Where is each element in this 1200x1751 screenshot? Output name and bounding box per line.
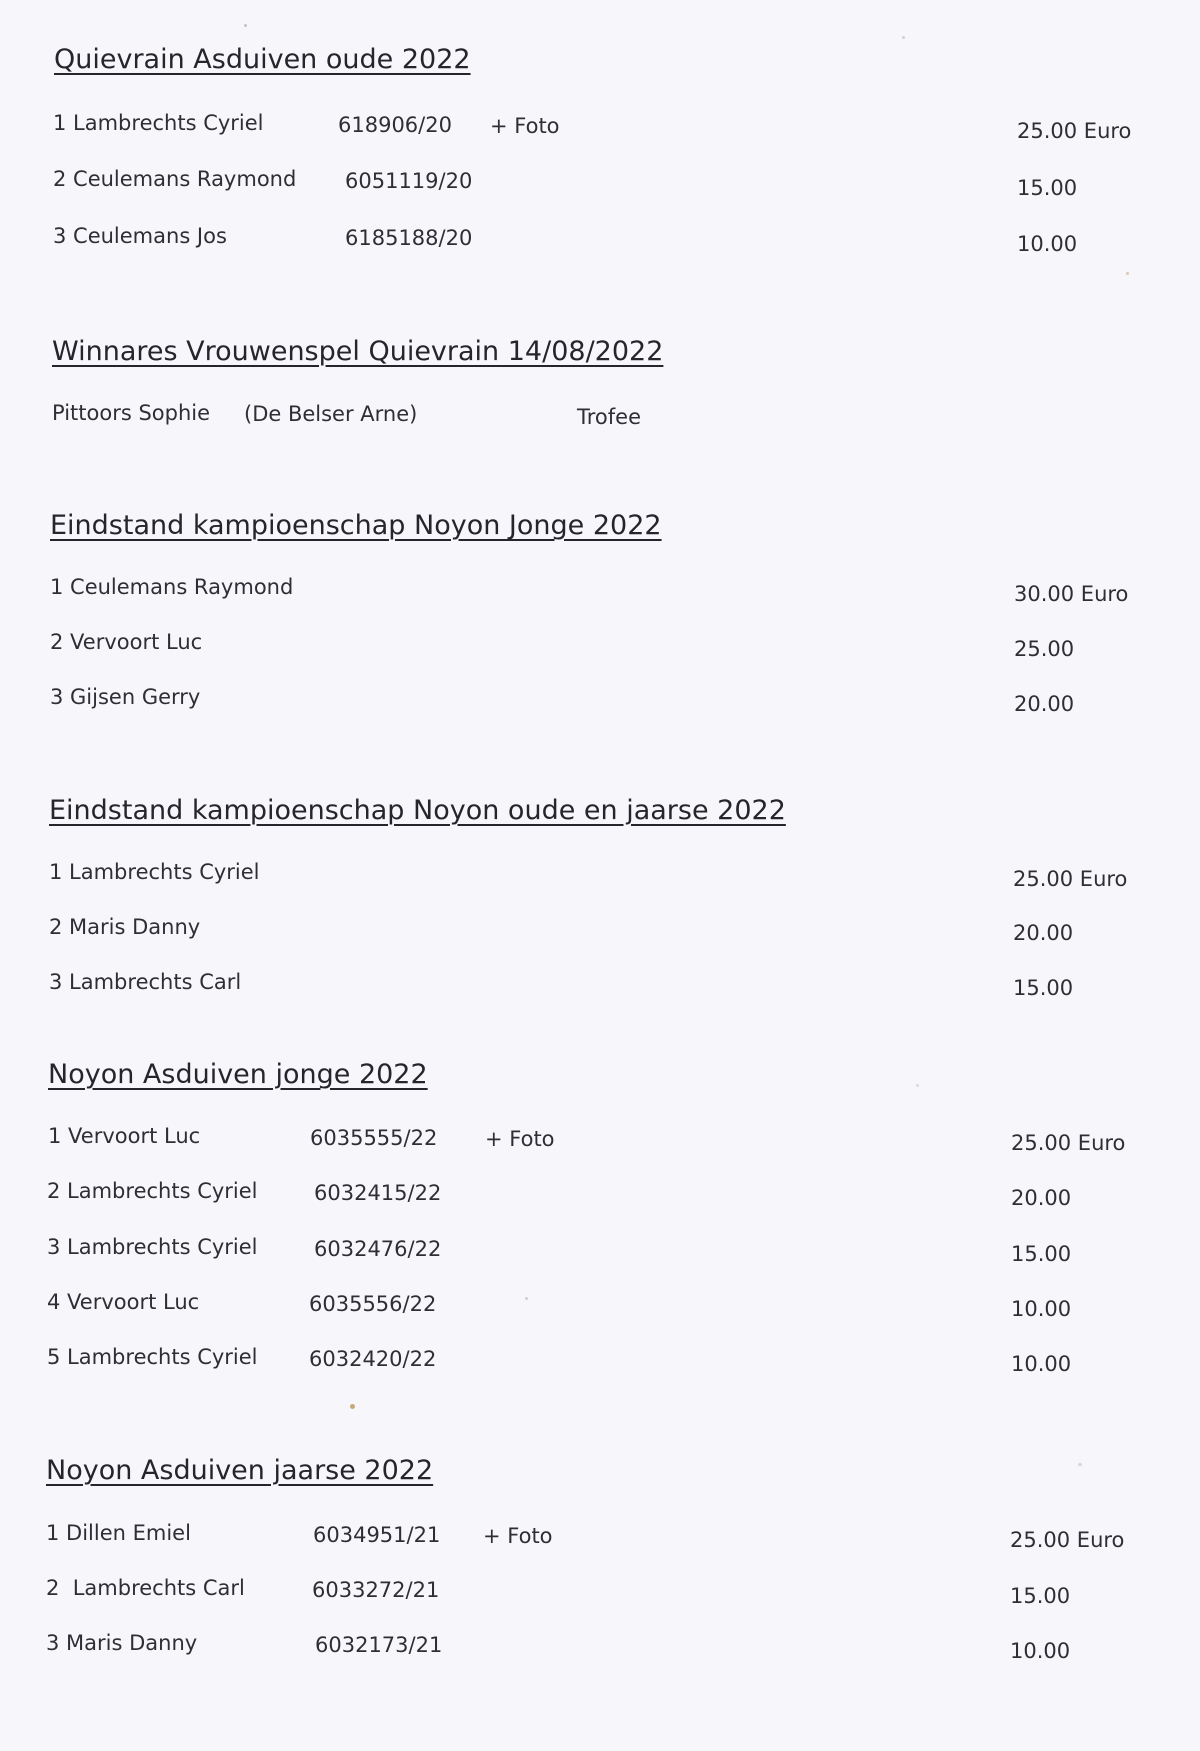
section-title: Winnares Vrouwenspel Quievrain 14/08/2022	[52, 336, 664, 367]
winner-name: 3 Lambrechts Cyriel	[47, 1235, 258, 1259]
winner-name: 3 Gijsen Gerry	[50, 685, 201, 709]
prize-amount: 25.00 Euro	[1010, 1528, 1125, 1552]
paper-speck	[244, 24, 247, 27]
ring-number: 6032476/22	[314, 1237, 442, 1261]
winner-name: 3 Lambrechts Carl	[49, 970, 242, 994]
paper-speck	[1078, 1463, 1082, 1466]
prize-amount: 15.00	[1011, 1242, 1072, 1266]
prize-amount: 15.00	[1010, 1584, 1071, 1608]
winner-name: 3 Maris Danny	[46, 1631, 198, 1655]
paper-speck	[916, 1084, 919, 1087]
paper-speck	[525, 1297, 528, 1300]
ring-number: 6032415/22	[314, 1181, 442, 1205]
prize-amount: 25.00 Euro	[1013, 867, 1128, 891]
winner-name: 2 Ceulemans Raymond	[53, 167, 297, 191]
winner-name: 2 Maris Danny	[49, 915, 201, 939]
prize-amount: 10.00	[1011, 1297, 1072, 1321]
winner-name: 1 Dillen Emiel	[46, 1521, 191, 1545]
prize-amount: 10.00	[1010, 1639, 1071, 1663]
winner-name: 4 Vervoort Luc	[47, 1290, 200, 1314]
ring-number: 6034951/21	[313, 1523, 441, 1547]
ring-number: 6032173/21	[315, 1633, 443, 1657]
section-title: Quievrain Asduiven oude 2022	[54, 44, 471, 75]
ring-number: 618906/20	[338, 113, 452, 137]
prize-amount: 15.00	[1013, 976, 1074, 1000]
partner-name: (De Belser Arne)	[244, 402, 418, 426]
section-title: Eindstand kampioenschap Noyon Jonge 2022	[50, 510, 662, 541]
section-title: Noyon Asduiven jaarse 2022	[46, 1455, 434, 1486]
prize-amount: 10.00	[1017, 232, 1078, 256]
prize-amount: 25.00 Euro	[1017, 119, 1132, 143]
paper-speck	[1126, 272, 1129, 275]
winner-name: 2 Lambrechts Carl	[46, 1576, 245, 1600]
ring-number: 6185188/20	[345, 226, 473, 250]
winner-name: Pittoors Sophie	[52, 401, 211, 425]
extra-note: + Foto	[483, 1524, 553, 1548]
prize-amount: 20.00	[1013, 921, 1074, 945]
section-title: Eindstand kampioenschap Noyon oude en jaarse 2022	[49, 795, 786, 826]
winner-name: 1 Lambrechts Cyriel	[53, 111, 264, 135]
prize-note: Trofee	[577, 405, 641, 429]
ring-number: 6051119/20	[345, 169, 473, 193]
prize-amount: 30.00 Euro	[1014, 582, 1129, 606]
ring-number: 6035555/22	[310, 1126, 438, 1150]
prize-amount: 15.00	[1017, 176, 1078, 200]
section-title: Noyon Asduiven jonge 2022	[48, 1059, 428, 1090]
winner-name: 2 Lambrechts Cyriel	[47, 1179, 258, 1203]
prize-amount: 20.00	[1014, 692, 1075, 716]
ring-number: 6033272/21	[312, 1578, 440, 1602]
paper-speck	[350, 1404, 355, 1409]
extra-note: + Foto	[485, 1127, 555, 1151]
winner-name: 1 Vervoort Luc	[48, 1124, 201, 1148]
winner-name: 1 Ceulemans Raymond	[50, 575, 294, 599]
prize-amount: 25.00 Euro	[1011, 1131, 1126, 1155]
winner-name: 2 Vervoort Luc	[50, 630, 203, 654]
prize-amount: 10.00	[1011, 1352, 1072, 1376]
ring-number: 6032420/22	[309, 1347, 437, 1371]
prize-amount: 25.00	[1014, 637, 1075, 661]
prize-amount: 20.00	[1011, 1186, 1072, 1210]
paper-speck	[902, 36, 905, 39]
extra-note: + Foto	[490, 114, 560, 138]
winner-name: 1 Lambrechts Cyriel	[49, 860, 260, 884]
winner-name: 3 Ceulemans Jos	[53, 224, 227, 248]
ring-number: 6035556/22	[309, 1292, 437, 1316]
winner-name: 5 Lambrechts Cyriel	[47, 1345, 258, 1369]
